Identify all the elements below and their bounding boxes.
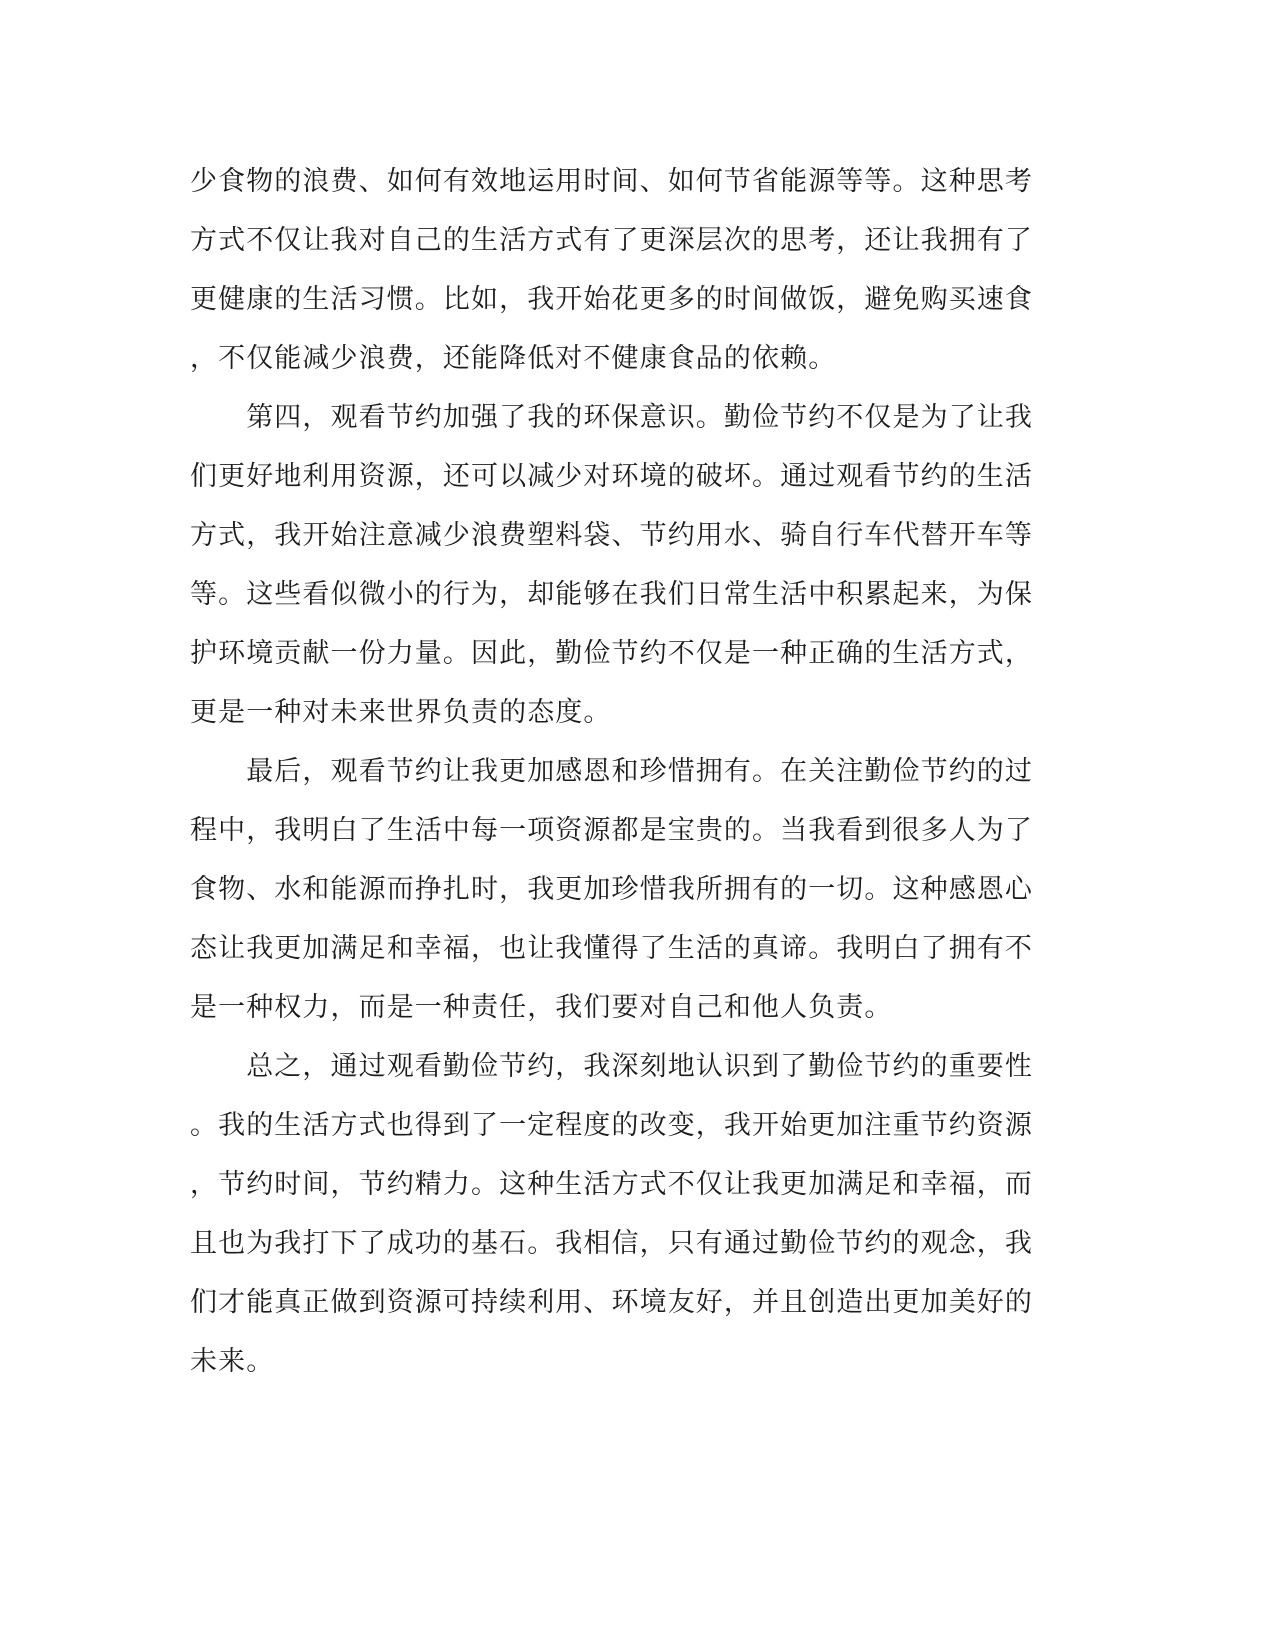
text-line: 未来。 [190,1346,275,1377]
text-line: 第四，观看节约加强了我的环保意识。勤俭节约不仅是为了让我 [190,402,1033,433]
text-line: 护环境贡献一份力量。因此，勤俭节约不仅是一种正确的生活方式， [190,638,1033,669]
text-line: 方式，我开始注意减少浪费塑料袋、节约用水、骑自行车代替开车等 [190,520,1033,551]
text-line: 且也为我打下了成功的基石。我相信，只有通过勤俭节约的观念，我 [190,1228,1033,1259]
text-line: 们才能真正做到资源可持续利用、环境友好，并且创造出更加美好的 [190,1287,1033,1318]
text-line: 最后，观看节约让我更加感恩和珍惜拥有。在关注勤俭节约的过 [190,756,1033,787]
text-line: ，不仅能减少浪费，还能降低对不健康食品的依赖。 [190,343,837,374]
text-line: 少食物的浪费、如何有效地运用时间、如何节省能源等等。这种思考 [190,166,1033,197]
text-line: 。我的生活方式也得到了一定程度的改变，我开始更加注重节约资源 [190,1110,1033,1141]
text-line: 更健康的生活习惯。比如，我开始花更多的时间做饭，避免购买速食 [190,284,1033,315]
text-line: 方式不仅让我对自己的生活方式有了更深层次的思考，还让我拥有了 [190,225,1033,256]
text-line: 们更好地利用资源，还可以减少对环境的破坏。通过观看节约的生活 [190,461,1033,492]
text-line: 等。这些看似微小的行为，却能够在我们日常生活中积累起来，为保 [190,579,1033,610]
text-line: 态让我更加满足和幸福，也让我懂得了生活的真谛。我明白了拥有不 [190,933,1033,964]
text-line: 更是一种对未来世界负责的态度。 [190,697,612,728]
text-line: ，节约时间，节约精力。这种生活方式不仅让我更加满足和幸福，而 [190,1169,1033,1200]
text-line: 总之，通过观看勤俭节约，我深刻地认识到了勤俭节约的重要性 [190,1051,1033,1082]
text-line: 食物、水和能源而挣扎时，我更加珍惜我所拥有的一切。这种感恩心 [190,874,1033,905]
text-line: 程中，我明白了生活中每一项资源都是宝贵的。当我看到很多人为了 [190,815,1033,846]
text-line: 是一种权力，而是一种责任，我们要对自己和他人负责。 [190,992,893,1023]
